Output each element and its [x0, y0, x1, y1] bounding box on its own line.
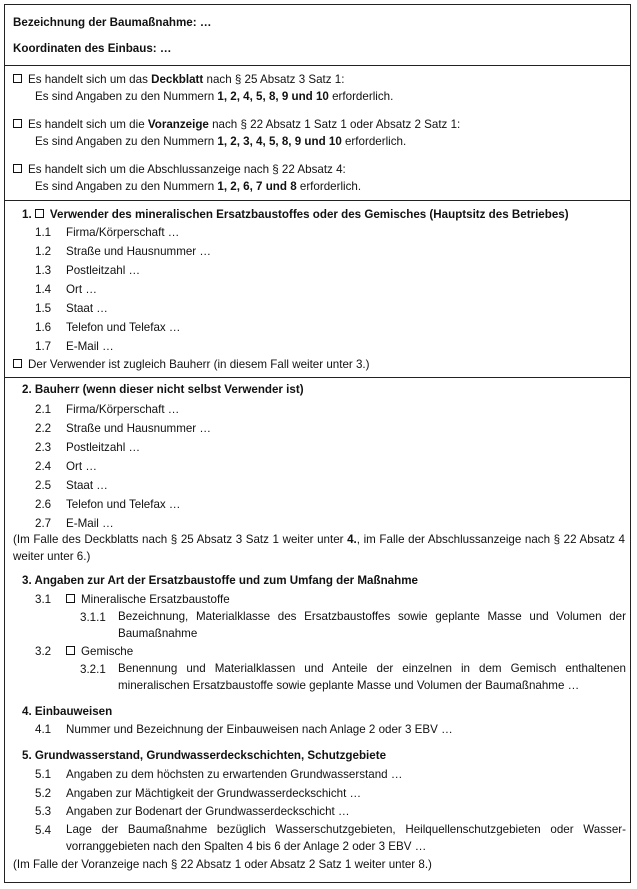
- section-5-note: (Im Falle der Voranzeige nach § 22 Absatz 1 oder Absatz 2 Satz 1 weiter unter 8.): [13, 858, 432, 871]
- section-1-item-text: E-Mail …: [66, 340, 114, 353]
- checkbox-voranzeige[interactable]: [13, 119, 22, 128]
- checkbox-section-1[interactable]: [35, 209, 44, 218]
- section-1-item-number: 1.2: [35, 245, 52, 258]
- section-2-item-text: Firma/Körperschaft …: [66, 403, 180, 416]
- section-2-item-number: 2.7: [35, 517, 52, 530]
- section-2-item-number: 2.2: [35, 422, 52, 435]
- section-2-item-number: 2.3: [35, 441, 52, 454]
- section-5-title: 5. Grundwasserstand, Grundwasserdeckschichten, Schutzgebiete: [22, 749, 387, 762]
- section-2-item-number: 2.4: [35, 460, 52, 473]
- option-deckblatt-note: Es sind Angaben zu den Nummern 1, 2, 4, 5, 8, 9 und 10 erforderlich.: [35, 90, 394, 103]
- section-2-note: (Im Falle des Deckblatts nach § 25 Absatz 3 Satz 1 weiter unter 4., im Falle der Abschlussanzeige nach § 22 Absatz 4 weiter unter 6.): [13, 533, 625, 563]
- section-1-item-text: Firma/Körperschaft …: [66, 226, 180, 239]
- section-1-item-text: Staat …: [66, 302, 108, 315]
- section-1-item-text: Telefon und Telefax …: [66, 321, 181, 334]
- section-1-item-number: 1.1: [35, 226, 52, 239]
- section-2-item-number: 2.1: [35, 403, 52, 416]
- item-3-1-1: Bezeichnung, Materialklasse des Ersatzbaustoffes sowie geplante Masse und Volumen der Baumaßnahme: [118, 610, 626, 640]
- section-4-title: 4. Einbauweisen: [22, 705, 113, 718]
- section-1-item-text: Straße und Hausnummer …: [66, 245, 211, 258]
- section-1-item-number: 1.7: [35, 340, 52, 353]
- divider: [4, 65, 631, 66]
- section-5-item-text: Angaben zur Mächtigkeit der Grundwasserdeckschicht …: [66, 786, 362, 800]
- construction-measure-label: Bezeichnung der Baumaßnahme: …: [13, 16, 212, 29]
- section-5-item-text: Angaben zur Bodenart der Grundwasserdeckschicht …: [66, 805, 350, 818]
- option-abschlussanzeige[interactable]: Es handelt sich um die Abschlussanzeige nach § 22 Absatz 4:: [13, 163, 346, 177]
- item-3-1-1-number: 3.1.1: [80, 611, 106, 624]
- section-1-item-text: Ort …: [66, 283, 97, 296]
- option-voranzeige-note: Es sind Angaben zu den Nummern 1, 2, 3, 4, 5, 8, 9 und 10 erforderlich.: [35, 135, 407, 148]
- section-5-item-number: 5.4: [35, 823, 52, 837]
- section-1-item-text: Postleitzahl …: [66, 264, 141, 277]
- divider: [4, 377, 631, 378]
- item-3-2-1-number: 3.2.1: [80, 663, 106, 676]
- item-3-1[interactable]: Mineralische Ersatzbaustoffe: [66, 593, 230, 607]
- section-3-title: 3. Angaben zur Art der Ersatzbaustoffe und zum Umfang der Maßnahme: [22, 574, 418, 587]
- section-1-item-number: 1.5: [35, 302, 52, 315]
- section-2-item-text: Staat …: [66, 479, 108, 492]
- checkbox-abschlussanzeige[interactable]: [13, 164, 22, 173]
- item-3-2-1: Benennung und Materialklassen und Anteile der einzelnen in dem Gemisch enthaltenen mineralischen Ersatzbaustoffe sowie geplante Masse und Volumen der Baumaßnahme …: [118, 662, 626, 692]
- divider: [4, 200, 631, 201]
- section-2-item-number: 2.6: [35, 498, 52, 511]
- section-2-item-text: Postleitzahl …: [66, 441, 141, 454]
- section-1-item-number: 1.3: [35, 264, 52, 277]
- item-3-2[interactable]: Gemische: [66, 645, 133, 659]
- section-5-item-number: 5.2: [35, 786, 52, 800]
- section-1-item-number: 1.4: [35, 283, 52, 296]
- section-1-title: 1. Verwender des mineralischen Ersatzbaustoffes oder des Gemisches (Hauptsitz des Betriebes): [22, 208, 569, 221]
- section-5-item-number: 5.1: [35, 768, 52, 781]
- checkbox-mixtures[interactable]: [66, 646, 75, 655]
- option-voranzeige[interactable]: Es handelt sich um die Voranzeige nach § 22 Absatz 1 Satz 1 oder Absatz 2 Satz 1:: [13, 118, 460, 132]
- section-1-note[interactable]: Der Verwender ist zugleich Bauherr (in diesem Fall weiter unter 3.): [13, 358, 370, 372]
- option-deckblatt[interactable]: Es handelt sich um das Deckblatt nach § 25 Absatz 3 Satz 1:: [13, 73, 344, 87]
- item-4-1-number: 4.1: [35, 723, 52, 736]
- section-2-item-text: Telefon und Telefax …: [66, 498, 181, 511]
- section-5-item-number: 5.3: [35, 805, 52, 818]
- option-abschlussanzeige-note: Es sind Angaben zu den Nummern 1, 2, 6, 7 und 8 erforderlich.: [35, 180, 362, 193]
- checkbox-deckblatt[interactable]: [13, 74, 22, 83]
- item-5-4: Lage der Baumaßnahme bezüglich Wasserschutzgebieten, Heilquellenschutzgebieten oder Wasser-vorranggebieten nach den Spalten 4 bis 6 der Anlage 2 oder 3 EBV …: [66, 823, 626, 853]
- section-1-item-number: 1.6: [35, 321, 52, 334]
- item-3-1-number: 3.1: [35, 593, 52, 606]
- section-2-item-text: Straße und Hausnummer …: [66, 422, 211, 435]
- section-2-item-text: Ort …: [66, 460, 97, 473]
- item-3-2-number: 3.2: [35, 645, 52, 658]
- section-2-item-number: 2.5: [35, 479, 52, 492]
- section-2-item-text: E-Mail …: [66, 517, 114, 530]
- section-5-item-text: Angaben zu dem höchsten zu erwartenden Grundwasserstand …: [66, 768, 403, 781]
- checkbox-user-is-builder[interactable]: [13, 359, 22, 368]
- section-2-title: 2. Bauherr (wenn dieser nicht selbst Verwender ist): [22, 383, 304, 396]
- installation-coordinates-label: Koordinaten des Einbaus: …: [13, 42, 172, 55]
- item-4-1: Nummer und Bezeichnung der Einbauweisen nach Anlage 2 oder 3 EBV …: [66, 723, 453, 736]
- checkbox-mineral-substitutes[interactable]: [66, 594, 75, 603]
